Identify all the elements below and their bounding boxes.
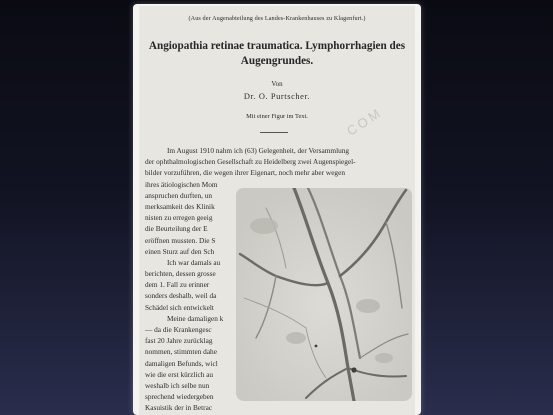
body-line: anspruchen durften, un	[145, 190, 213, 200]
fundus-illustration	[236, 188, 412, 401]
body-line: die Beurteilung der E	[145, 224, 208, 234]
body-line: damaligen Befunds, wicl	[145, 358, 218, 368]
byline-prefix: Von	[271, 80, 283, 88]
body-line: Ich war damals au	[167, 257, 221, 267]
figure-note: Mit einer Figur im Text.	[246, 113, 308, 120]
slide-frame	[133, 4, 421, 415]
body-line: Schädel sich entwickelt	[145, 302, 214, 312]
body-line: eröffnen mussten. Die S	[145, 235, 216, 245]
body-line: Kasuistik der in Betrac	[145, 403, 213, 413]
body-line: Im August 1910 nahm ich (63) Gelegenheit, der Versammlung	[167, 146, 350, 155]
article-title: Angiopathia retinae traumatica. Lymphorrhagien des Augengrundes.	[148, 40, 406, 67]
body-line: ihres ätiologischen Mom	[145, 179, 218, 189]
body-line: sonders deshalb, weil da	[145, 291, 217, 301]
body-line: Meine damaligen k	[167, 313, 224, 323]
body-line: dem 1. Fall zu erinner	[145, 280, 210, 290]
body-line: sprechend wiedergeben	[145, 392, 214, 402]
body-line: einen Sturz auf den Sch	[145, 246, 215, 256]
title-divider	[260, 132, 288, 133]
document-page	[139, 6, 415, 415]
department-header: (Aus der Augenabteilung des Landes-Krankenhauses zu Klagenfurt.)	[188, 15, 366, 22]
body-line: nisten zu erregen geeig	[145, 213, 213, 223]
body-line: bilder vorzuführen, die wegen ihrer Eigenart, noch mehr aber wegen	[145, 168, 345, 178]
body-line: merksamkeit des Klinik	[145, 201, 215, 211]
fundus-drawing	[236, 188, 412, 401]
watermark: COM	[344, 104, 386, 139]
body-line: wie die erst kürzlich au	[145, 369, 214, 379]
author-name: Dr. O. Purtscher.	[243, 92, 311, 101]
body-line: fast 20 Jahre zurücklag	[145, 336, 213, 346]
body-line: — da die Krankengesc	[145, 325, 212, 334]
body-line: weshalb ich selbe nun	[145, 380, 210, 390]
body-line: der ophthalmologischen Gesellschaft zu Heidelberg zwei Augenspiegel-	[145, 157, 356, 167]
body-line: nommen, stimmten dahe	[145, 347, 217, 357]
body-line: berichten, dessen grosse	[145, 269, 216, 279]
